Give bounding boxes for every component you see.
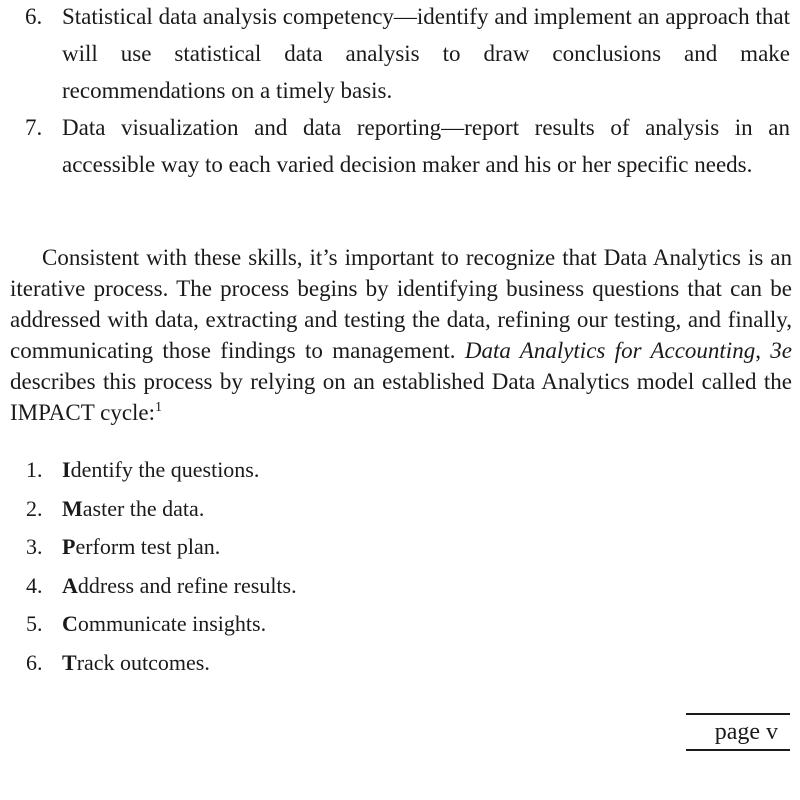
- list-item: [0, 605, 800, 644]
- body-paragraph: [10, 242, 792, 428]
- list-item-initial: I: [62, 457, 71, 482]
- list-item-number: 6.: [26, 649, 43, 675]
- list-item-text: ddress and refine results.: [77, 572, 297, 598]
- list-item: [0, 109, 800, 183]
- list-item-text: aster the data.: [82, 495, 205, 521]
- list-item: [0, 451, 800, 490]
- list-item-number: 7.: [25, 115, 43, 140]
- impact-cycle-list: [0, 451, 800, 683]
- page-number-marker: page v: [686, 713, 790, 751]
- list-item-initial: T: [62, 649, 77, 675]
- competency-list: [0, 0, 800, 183]
- list-item-text: dentify the questions.: [70, 457, 260, 482]
- book-edition: 3e: [770, 338, 793, 363]
- list-item-number: 5.: [26, 611, 43, 637]
- list-item-number: 6.: [25, 4, 43, 29]
- paragraph-text-before-title: Consistent with these skills, it’s important to recognize that Data Analytics is an iterative process. The process begins by identifying business questions that can be addressed with data, extracting and testing the data, refining our testing, and finally, communicating those findings to management.: [10, 245, 792, 363]
- list-item-initial: P: [62, 534, 76, 560]
- list-item: [0, 528, 800, 567]
- paragraph-text-after-title: describes this process by relying on an established Data Analytics model called the IMPACT cycle:: [10, 369, 792, 425]
- list-item: [0, 644, 800, 683]
- list-item: [0, 567, 800, 606]
- list-item-initial: A: [62, 572, 78, 598]
- footnote-marker[interactable]: 1: [155, 400, 163, 415]
- book-title: Data Analytics for Accounting: [464, 338, 756, 363]
- list-item-initial: M: [62, 495, 83, 521]
- list-item-initial: C: [62, 611, 78, 637]
- paragraph-comma: ,: [755, 338, 771, 363]
- list-item-number: 4.: [26, 572, 43, 598]
- list-item-number: 3.: [26, 534, 43, 560]
- list-item-text: erform test plan.: [75, 534, 221, 560]
- list-item: [0, 0, 800, 109]
- list-item-text: Statistical data analysis competency—identify and implement an approach that will use statistical data analysis to draw conclusions and make recommendations on a timely basis.: [62, 4, 790, 103]
- list-item-number: 2.: [26, 495, 43, 521]
- list-item-text: ommunicate insights.: [77, 611, 267, 637]
- list-item-number: 1.: [26, 457, 43, 482]
- list-item: [0, 490, 800, 529]
- list-item-text: Data visualization and data reporting—report results of analysis in an accessible way to each varied decision maker and his or her specific needs.: [62, 115, 790, 177]
- list-item-text: rack outcomes.: [76, 649, 210, 675]
